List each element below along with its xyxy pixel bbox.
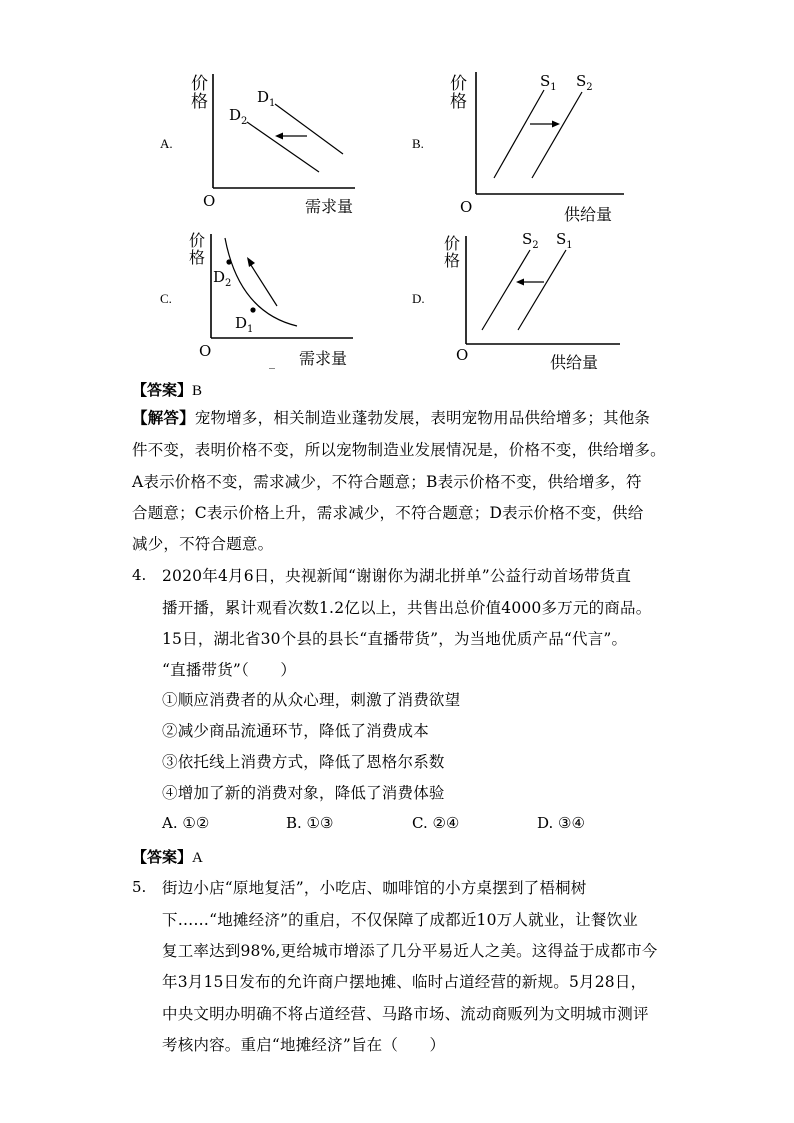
- graph-a-label-d1: $D_1$: [257, 88, 276, 109]
- q4-answer: [132, 846, 203, 867]
- graph-a-curve-d2: [247, 122, 319, 172]
- q3-explain-line-5: 减少，不符合题意。: [132, 535, 274, 553]
- graph-b-curve-s2: [532, 92, 582, 178]
- q4-items: [162, 688, 702, 813]
- q4-choice-c[interactable]: C. ②④: [412, 814, 460, 832]
- graph-c-demand-movement: [185, 226, 385, 376]
- q4-item-1: ①顺应消费者的从众心理，刺激了消费欲望: [162, 691, 461, 709]
- graph-c-point-d1: [250, 307, 255, 312]
- graph-d-label-s1: $S_1$: [556, 230, 573, 251]
- q5-number: 5.: [132, 878, 147, 896]
- q5-stem-line-1: 街边小店“原地复活”，小吃店、咖啡馆的小方桌摆到了梧桐树: [162, 879, 587, 897]
- graph-a-curve-d1: [275, 104, 343, 154]
- graph-a-demand-shift: [185, 62, 385, 222]
- q4-item-3: ③依托线上消费方式，降低了恩格尔系数: [162, 753, 445, 771]
- graph-c-origin: O: [199, 342, 212, 360]
- graph-c-ylabel-1: 价: [189, 231, 206, 250]
- q4-number: 4.: [132, 566, 147, 584]
- q4-choice-b[interactable]: B. ①③: [286, 814, 334, 832]
- q4-answer-value: A: [192, 850, 203, 866]
- graph-a-arrow-head: [275, 133, 283, 140]
- graph-b-arrow-head: [552, 121, 560, 128]
- q4-item-2: ②减少商品流通环节，降低了消费成本: [162, 722, 429, 740]
- q5-stem-line-2: 下……“地摊经济”的重启，不仅保障了成都近10万人就业，让餐饮业: [162, 911, 638, 929]
- q3-explain-line-1: 【解答】宠物增多，相关制造业蓬勃发展，表明宠物用品供给增多；其他条: [132, 409, 651, 427]
- graph-d-label-s2: $S_2$: [522, 230, 539, 251]
- graph-c-ylabel-2: 格: [189, 248, 206, 267]
- graph-d-ylabel-1: 价: [444, 234, 461, 253]
- option-d-letter: D.: [412, 291, 425, 306]
- graph-b-supply-shift: [446, 62, 636, 227]
- graph-d-ylabel-2: 格: [444, 251, 461, 270]
- graph-a-ylabel-2: 格: [191, 92, 208, 112]
- q5-stem-cont: [162, 908, 702, 1068]
- graph-b-curve-s1: [494, 90, 544, 178]
- graph-d-supply-shift: [444, 226, 634, 376]
- q4-stem: [162, 564, 702, 694]
- option-a-letter: A.: [160, 136, 173, 151]
- graph-c-dash: _: [269, 355, 275, 369]
- q3-answer-tag: 【答案】: [132, 381, 193, 399]
- graph-c-xlabel: 需求量: [299, 349, 348, 368]
- q3-explain-tag: 【解答】: [132, 409, 195, 427]
- graph-c-arrow-head: [247, 257, 255, 267]
- q3-explain-line-2: 件不变，表明价格不变，所以宠物制造业发展情况是，价格不变，供给增多。: [132, 441, 666, 459]
- q4-stem-line-3: 15日，湖北省30个县的县长“直播带货”，为当地优质产品“代言”。: [162, 630, 628, 648]
- q4-choice-d[interactable]: D. ③④: [537, 814, 585, 832]
- graph-d-arrow-head: [516, 279, 524, 286]
- graph-c-label-d2: $D_2$: [213, 268, 232, 289]
- q4-stem-line-1: 2020年4月6日，央视新闻“谢谢你为湖北拼单”公益行动首场带货直: [162, 567, 632, 585]
- graph-d-curve-s1: [518, 250, 566, 330]
- graph-b-label-s1: $S_1$: [540, 72, 557, 93]
- graph-d-curve-s2: [482, 250, 530, 330]
- q3-explanation: [132, 404, 692, 564]
- option-b-letter: B.: [412, 136, 424, 151]
- q3-explain-line-3: A表示价格不变，需求减少，不符合题意；B表示价格不变，供给增多，符: [132, 473, 642, 491]
- graph-a-label-d2: $D_2$: [229, 106, 248, 127]
- q3-answer: [132, 379, 202, 400]
- graph-a-xlabel: 需求量: [305, 197, 354, 216]
- graph-c-label-d1: $D_1$: [235, 314, 254, 335]
- q5-stem-line-6: 考核内容。重启“地摊经济”旨在（ ）: [162, 1036, 446, 1054]
- graph-b-ylabel-2: 格: [450, 92, 467, 112]
- q5-stem-line-3: 复工率达到98%,更给城市增添了几分平易近人之美。这得益于成都市今: [162, 942, 658, 960]
- graph-b-label-s2: $S_2$: [576, 72, 593, 93]
- q3-answer-value: B: [192, 383, 203, 399]
- graph-a-origin: O: [203, 192, 216, 210]
- graph-a-ylabel-1: 价: [191, 74, 208, 94]
- q4-stem-line-4: “直播带货”（ ）: [162, 661, 297, 679]
- q4-choice-a[interactable]: A. ①②: [162, 814, 210, 832]
- graph-b-origin: O: [460, 198, 473, 216]
- graph-c-demand-curve: [225, 238, 297, 326]
- graph-d-origin: O: [456, 346, 469, 364]
- option-c-letter: C.: [160, 291, 172, 306]
- q5-stem-line-4: 年3月15日发布的允许商户摆地摊、临时占道经营的新规。5月28日，: [162, 973, 647, 991]
- q4-stem-line-2: 播开播，累计观看次数1.2亿以上，共售出总价值4000多万元的商品。: [162, 599, 652, 617]
- graph-c-movement-arrow: [249, 262, 277, 306]
- graph-d-xlabel: 供给量: [550, 353, 599, 372]
- q5-stem-line-5: 中央文明办明确不将占道经营、马路市场、流动商贩列为文明城市测评: [162, 1005, 649, 1023]
- graph-b-ylabel-1: 价: [450, 74, 467, 94]
- graph-c-point-d2: [226, 259, 231, 264]
- q3-explain-line-4: 合题意；C表示价格上升，需求减少，不符合题意；D表示价格不变，供给: [132, 504, 644, 522]
- q4-item-4: ④增加了新的消费对象，降低了消费体验: [162, 784, 445, 802]
- q4-answer-tag: 【答案】: [132, 848, 193, 866]
- graph-b-xlabel: 供给量: [564, 205, 613, 224]
